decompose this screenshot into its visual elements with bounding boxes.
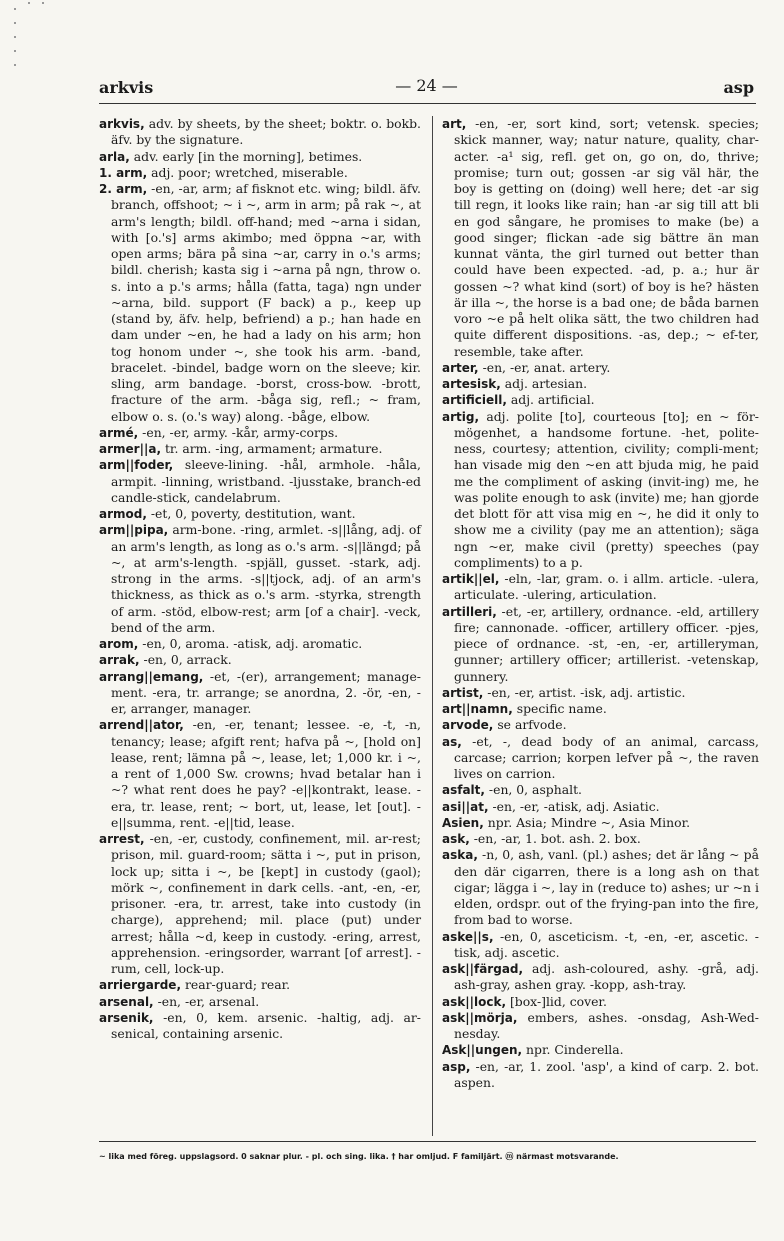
entry-headword: arsenik, xyxy=(99,1010,154,1025)
dictionary-entry xyxy=(99,181,421,425)
dictionary-entry xyxy=(99,1010,421,1043)
dictionary-entry xyxy=(442,685,759,701)
entry-definition: -en, -er, -atisk, adj. Asiatic. xyxy=(492,798,660,814)
entry-headword: arm||pipa, xyxy=(99,523,169,538)
entry-definition: -en, -ar, 1. bot. ash. 2. box. xyxy=(473,831,641,846)
entry-headword: armé, xyxy=(99,425,139,440)
entry-definition: -n, 0, ash, vanl. (pl.) ashes; det är lång ~ på den där cigarren, there is a long ash on that cigar; lägga i ~, lay in (reduce to) ashes; ur ~n i elden, ordspr. out of the frying-pan into the fire, from bad to worse. xyxy=(454,847,759,928)
header-right-word: asp xyxy=(723,78,754,97)
dictionary-entry xyxy=(99,669,421,718)
entry-definition: -en, 0, arrack. xyxy=(143,652,232,668)
entry-definition: -en, -er, custody, confinement, mil. ar-rest; prison, mil. guard-room; sätta i ~, put in prison, lock up; sitta i ~, be [kept] in custody (gaol); mörk ~, confinement in dark cells. -ant, -en, -er, prisoner. -era, tr. arrest, take into custody (in charge), apprehend; mil. place (put) under arrest; hålla ~d, keep in custody. -ering, arrest, apprehension. -eringsorder, warrant [of arrest]. -rum, cell, lock-up. xyxy=(111,831,421,976)
dictionary-entry xyxy=(442,360,759,376)
dictionary-entry xyxy=(442,799,759,815)
entry-definition: adv. by sheets, by the sheet; boktr. o. bokb. äfv. by the signature. xyxy=(111,116,421,148)
entry-headword: artik||el, xyxy=(442,572,500,586)
dictionary-entry xyxy=(99,165,421,181)
entry-definition: -et, -er, artillery, ordnance. -eld, artillery fire; cannonade. -officer, artillery officer. -pjes, piece of ordnance. -st, -en, -er, artilleryman, gunner; artillery officer; artillerist. -vetenskap, gunnery. xyxy=(454,603,759,684)
entry-definition: -en, -er, artist. -isk, adj. artistic. xyxy=(487,684,686,700)
entry-definition: -et, -(er), arrangement; manage-ment. -era, tr. arrange; se anordna, 2. -ör, -en, -er, arranger, manager. xyxy=(111,668,421,716)
entry-headword: art||namn, xyxy=(442,702,513,716)
dictionary-entry xyxy=(442,1042,759,1058)
entry-definition: tr. arm. -ing, armament; armature. xyxy=(164,441,383,456)
entry-definition: -en, -er, arsenal. xyxy=(157,993,260,1009)
entry-headword: ask||mörja, xyxy=(442,1010,518,1025)
entry-headword: artesisk, xyxy=(442,377,501,391)
dictionary-entry xyxy=(442,1010,759,1043)
entry-headword: arla, xyxy=(99,149,130,164)
dictionary-entry xyxy=(99,457,421,506)
entry-headword: arsenal, xyxy=(99,994,154,1009)
entry-headword: armod, xyxy=(99,507,147,521)
footer-legend: ~ lika med föreg. uppslagsord. 0 saknar plur. - pl. och sing. lika. † har omljud. F familjärt. ⓜ närmast motsvarande. xyxy=(99,1152,619,1161)
dictionary-entry xyxy=(442,409,759,572)
entry-definition: -en, -er, sort kind, sort; vetensk. species; skick manner, way; natur nature, quality, char-acter. -a¹ sig, refl. get on, go on, do, thrive; promise; turn out; gossen -ar sig väl här, the boy is getting on (doing) well here; det -ar sig till regn, it looks like rain; han -ar sig till att bli en god sångare, he promises to make (be) a good singer; flickan -ade sig bättre än man kunnat vänta, the girl turned out better than could have been expected. -ad, p. a.; hur är gossen ~? what kind (sort) of boy is he? hästen är illa ~, the horse is a bad one; de båda barnen voro ~e på helt olika sätt, the two children had quite different dispositions. -as, dep.; ~ ef-ter, resemble, take after. xyxy=(454,116,759,359)
dictionary-entry xyxy=(442,994,759,1010)
entry-definition: -en, -ar, 1. zool. 'asp', a kind of carp. 2. bot. aspen. xyxy=(454,1058,759,1090)
entry-definition: specific name. xyxy=(516,701,607,716)
entry-definition: adj. artesian. xyxy=(504,376,588,391)
dictionary-entry xyxy=(442,831,759,847)
entry-headword: arriergarde, xyxy=(99,978,181,993)
entry-definition: -en, -er, army. -kår, army-corps. xyxy=(142,424,339,440)
dictionary-entry xyxy=(99,116,421,149)
dictionary-entry xyxy=(99,652,421,668)
entry-headword: arvode, xyxy=(442,718,494,733)
entry-definition: npr. Cinderella. xyxy=(526,1042,624,1058)
scan-marks xyxy=(0,0,784,80)
dictionary-entry xyxy=(99,522,421,636)
dictionary-entry xyxy=(442,392,759,408)
dictionary-entry xyxy=(99,977,421,993)
entry-headword: artilleri, xyxy=(442,604,497,619)
entry-headword: arom, xyxy=(99,637,139,651)
entry-definition: se arfvode. xyxy=(497,717,567,733)
entry-definition: adv. early [in the morning], betimes. xyxy=(133,148,363,164)
dictionary-entry xyxy=(442,734,759,783)
entry-definition: -en, -ar, arm; af fisknot etc. wing; bildl. äfv. branch, offshoot; ~ i ~, arm in arm; på rak ~, at arm's length; bildl. off-hand; med ~arna i sidan, with [o.'s] arms akimbo; med öppna ~ar, with open arms; bära på sina ~ar, carry in o.'s arms; bildl. cherish; kasta sig i ~arna på ngn, throw o. s. into a p.'s arms; hålla (fatta, taga) ngn under ~arna, bild. support (F back) a p., keep up (stand by, äfv. help, befriend) a p.; han hade en dam under ~en, he had a lady on his arm; hon tog honom under ~, she took his arm. -band, bracelet. -bindel, badge worn on the sleeve; kir. sling, arm bandage. -borst, cross-bow. -brott, fracture of the arm. -båga sig, refl.; ~ fram, elbow o. s. (o.'s way) along. -båge, elbow. xyxy=(111,181,421,424)
entry-definition: embers, ashes. -onsdag, Ash-Wed-nesday. xyxy=(454,1009,759,1041)
dictionary-entry xyxy=(442,782,759,798)
column-divider xyxy=(432,116,433,1136)
dictionary-entry xyxy=(442,116,759,360)
entry-definition: npr. Asia; Mindre ~, Asia Minor. xyxy=(487,814,691,830)
dictionary-entry xyxy=(99,831,421,977)
entry-headword: arrang||emang, xyxy=(99,669,204,684)
entry-headword: art, xyxy=(442,117,467,131)
dictionary-entry xyxy=(99,994,421,1010)
dictionary-entry xyxy=(99,441,421,457)
entry-headword: ask||färgad, xyxy=(442,962,524,976)
page-number: — 24 — xyxy=(395,76,458,95)
entry-definition: arm-bone. -ring, armlet. -s||lång, adj. of an arm's length, as long as o.'s arm. -s||längd; på ~, at arm's-length. -spjäll, gusset. -stark, adj. strong in the arms. -s||tjock, adj. of an arm's thickness, as thick as o.'s arm. -styrka, strength of arm. -stöd, elbow-rest; arm [of a chair]. -veck, bend of the arm. xyxy=(111,522,421,635)
right-column xyxy=(442,116,759,1091)
dictionary-entry xyxy=(99,506,421,522)
entry-headword: Ask||ungen, xyxy=(442,1043,523,1058)
entry-headword: arrest, xyxy=(99,832,145,846)
entry-headword: aska, xyxy=(442,848,478,863)
dictionary-entry xyxy=(99,149,421,165)
entry-headword: Asien, xyxy=(442,815,484,830)
entry-headword: 2. arm, xyxy=(99,182,148,196)
entry-definition: -en, 0, kem. arsenic. -haltig, adj. ar-senical, containing arsenic. xyxy=(111,1009,421,1041)
entry-definition: sleeve-lining. -hål, armhole. -håla, armpit. -linning, wristband. -ljusstake, branch-ed candle-stick, candelabrum. xyxy=(111,457,421,505)
entry-headword: arter, xyxy=(442,360,479,375)
entry-definition: -et, 0, poverty, destitution, want. xyxy=(150,506,356,521)
dictionary-entry xyxy=(442,929,759,962)
entry-headword: ask, xyxy=(442,832,470,846)
entry-definition: rear-guard; rear. xyxy=(184,977,291,993)
header-left-word: arkvis xyxy=(99,78,154,97)
dictionary-entry xyxy=(442,571,759,604)
dictionary-entry xyxy=(442,717,759,733)
entry-definition: -en, -er, tenant; lessee. -e, -t, -n, tenancy; lease; afgift rent; hafva på ~, [hold on] lease, rent; lämna på ~, lease, let; 1,000 kr. i ~, a rent of 1,000 Sw. crowns; hvad betalar han i ~? what rent does he pay? -e||kontrakt, lease. -era, tr. lease, rent; ~ bort, ut, lease, let [out]. -e||summa, rent. -e||tid, lease. xyxy=(111,717,421,830)
entry-headword: as, xyxy=(442,734,462,749)
entry-definition: [box-]lid, cover. xyxy=(509,993,607,1009)
entry-headword: arrend||ator, xyxy=(99,718,184,733)
dictionary-entry xyxy=(99,717,421,831)
dictionary-entry xyxy=(99,425,421,441)
dictionary-entry xyxy=(442,815,759,831)
entry-definition: adj. poor; wretched, miserable. xyxy=(151,164,348,180)
entry-headword: arkvis, xyxy=(99,117,145,131)
entry-headword: ask||lock, xyxy=(442,994,506,1009)
entry-headword: asfalt, xyxy=(442,783,485,798)
entry-headword: artist, xyxy=(442,685,484,700)
entry-headword: artig, xyxy=(442,409,480,424)
entry-headword: 1. arm, xyxy=(99,165,148,180)
dictionary-entry xyxy=(442,701,759,717)
entry-headword: asi||at, xyxy=(442,799,489,814)
entry-definition: adj. artificial. xyxy=(510,392,595,408)
entry-definition: -en, 0, asceticism. -t, -en, -er, ascetic. -tisk, adj. ascetic. xyxy=(454,928,759,960)
page-header xyxy=(99,74,754,98)
entry-definition: -en, -er, anat. artery. xyxy=(482,359,611,375)
dictionary-entry xyxy=(442,376,759,392)
dictionary-entry xyxy=(442,961,759,994)
header-rule xyxy=(99,103,756,104)
dictionary-entry xyxy=(442,1059,759,1092)
entry-definition: -en, 0, aroma. -atisk, adj. aromatic. xyxy=(142,636,363,651)
entry-headword: aske||s, xyxy=(442,929,494,944)
footer-rule xyxy=(99,1141,756,1142)
entry-headword: arm||foder, xyxy=(99,458,174,473)
entry-definition: -eln, -lar, gram. o. i allm. article. -ulera, articulate. -ulering, articulation. xyxy=(454,571,759,603)
entry-headword: arrak, xyxy=(99,653,140,668)
dictionary-entry xyxy=(442,604,759,685)
entry-headword: artificiell, xyxy=(442,393,507,408)
left-column xyxy=(99,116,421,1042)
entry-headword: armer||a, xyxy=(99,442,161,456)
dictionary-entry xyxy=(99,636,421,652)
entry-definition: -en, 0, asphalt. xyxy=(488,782,582,798)
entry-headword: asp, xyxy=(442,1059,471,1074)
entry-definition: -et, -, dead body of an animal, carcass, carcase; carrion; korpen lefver på ~, the raven lives on carrion. xyxy=(454,733,759,781)
dictionary-entry xyxy=(442,847,759,928)
entry-definition: adj. polite [to], courteous [to]; en ~ för-mögenhet, a handsome fortune. -het, polite-ness, courtesy; attention, civility; compli-ment; han visade mig den ~en att bjuda mig, he paid me the compliment of asking (invit-ing) me, he was polite enough to ask (invite) me; han gjorde det blott för att visa mig en ~, he did it only to show me a civility (pay me an attention); säga ngn ~er, make civil (pretty) speeches (pay compliments) to a p. xyxy=(454,408,759,570)
entry-definition: adj. ash-coloured, ashy. -grå, adj. ash-gray, ashen gray. -kopp, ash-tray. xyxy=(454,961,759,993)
